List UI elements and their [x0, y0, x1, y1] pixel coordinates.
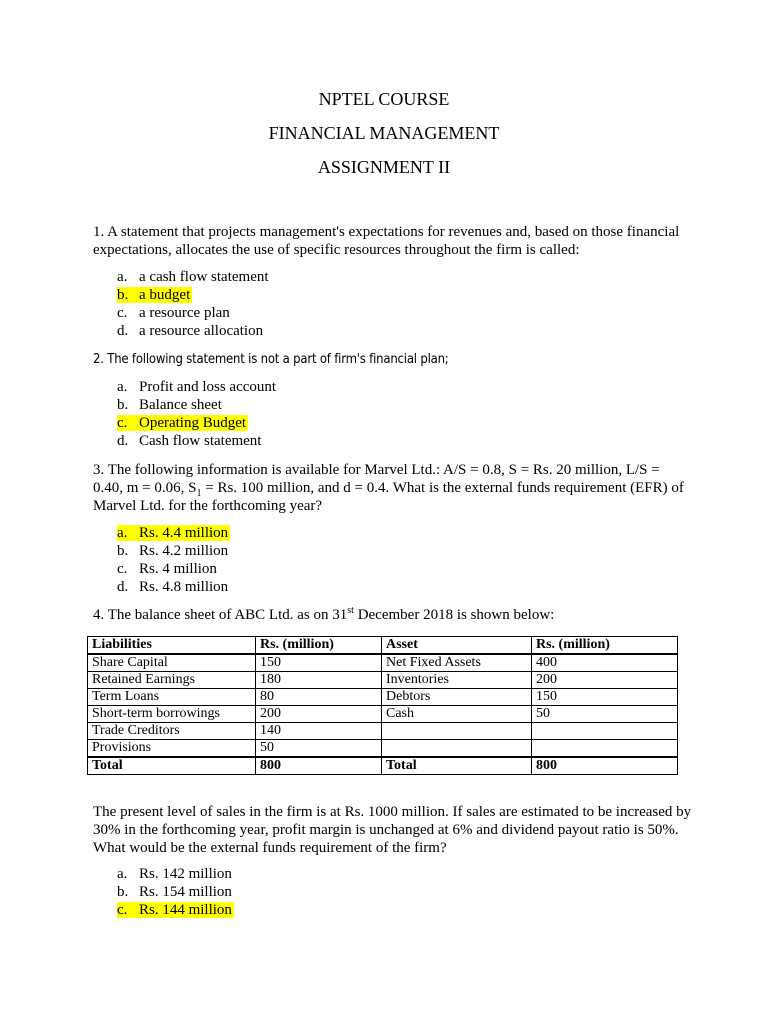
balance-sheet-table: [87, 636, 678, 775]
table-row: [88, 654, 678, 672]
table-cell: [532, 740, 678, 758]
table-cell: 140: [256, 723, 382, 740]
table-cell: 180: [256, 672, 382, 689]
table-row: [88, 706, 678, 723]
table-cell: Net Fixed Assets: [382, 654, 532, 672]
total-cell: 800: [256, 757, 382, 775]
header-cell: Rs. (million): [532, 637, 678, 655]
header-cell: Asset: [382, 637, 532, 655]
option-a[interactable]: a. Profit and loss account: [117, 379, 277, 395]
question-1-text: 1. A statement that projects management's expectations for revenues and, based on those financial expectations, allocates the use of specific resources throughout the firm is called:: [93, 224, 680, 258]
option-c[interactable]: c. Rs. 4 million: [117, 561, 217, 577]
table-cell: Share Capital: [88, 654, 256, 672]
table-cell: 50: [532, 706, 678, 723]
question-3-options: [117, 524, 230, 596]
table-cell: 200: [256, 706, 382, 723]
question-4-text: The present level of sales in the firm is at Rs. 1000 million. If sales are estimated to be increased by 30% in the forthcoming year, profit margin is unchanged at 6% and dividend payout ratio is 50%. What would be the external funds requirement of the firm?: [93, 804, 692, 856]
question-2-text: 2. The following statement is not a part of firm's financial plan;: [93, 352, 449, 367]
table-cell: Term Loans: [88, 689, 256, 706]
option-d[interactable]: d. a resource allocation: [117, 323, 264, 339]
table-row: [88, 740, 678, 758]
table-cell: Short-term borrowings: [88, 706, 256, 723]
option-a-answer[interactable]: a. Rs. 4.4 million: [117, 525, 229, 541]
table-cell: [382, 740, 532, 758]
total-cell: 800: [532, 757, 678, 775]
table-cell: Provisions: [88, 740, 256, 758]
table-cell: 150: [532, 689, 678, 706]
table-cell: Retained Earnings: [88, 672, 256, 689]
option-b[interactable]: b. Balance sheet: [117, 397, 222, 413]
option-c-answer[interactable]: c. Operating Budget: [117, 415, 247, 431]
table-row: [88, 689, 678, 706]
option-c-answer[interactable]: c. Rs. 144 million: [117, 902, 232, 918]
table-total-row: [88, 757, 678, 775]
option-a[interactable]: a. a cash flow statement: [117, 269, 269, 285]
table-cell: 50: [256, 740, 382, 758]
table-cell: 400: [532, 654, 678, 672]
table-row: [88, 672, 678, 689]
table-header-row: [88, 637, 678, 655]
table-cell: Trade Creditors: [88, 723, 256, 740]
option-b[interactable]: b. Rs. 4.2 million: [117, 543, 229, 559]
table-cell: Debtors: [382, 689, 532, 706]
table-cell: [532, 723, 678, 740]
option-d[interactable]: d. Rs. 4.8 million: [117, 579, 229, 595]
option-c[interactable]: c. a resource plan: [117, 305, 230, 321]
table-cell: 200: [532, 672, 678, 689]
course-title: NPTEL COURSE: [318, 89, 450, 109]
table-cell: 80: [256, 689, 382, 706]
option-d[interactable]: d. Cash flow statement: [117, 433, 262, 449]
question-1-options: [117, 268, 269, 340]
header-cell: Liabilities: [88, 637, 256, 655]
option-b-answer[interactable]: b. a budget: [117, 287, 191, 303]
total-cell: Total: [382, 757, 532, 775]
question-3-text: 3. The following information is available for Marvel Ltd.: A/S = 0.8, S = Rs. 20 million, L/S = 0.40, m = 0.06, $S_1 = Rs$. 100 million, and d = 0.4. What is the external funds requirement (EFR) of Marvel Ltd. for the forthcoming year?: [93, 462, 684, 514]
table-cell: Cash: [382, 706, 532, 723]
total-cell: Total: [88, 757, 256, 775]
table-cell: 150: [256, 654, 382, 672]
table-cell: [382, 723, 532, 740]
header-cell: Rs. (million): [256, 637, 382, 655]
question-4-options: [117, 865, 234, 919]
table-row: [88, 723, 678, 740]
assignment-title: ASSIGNMENT II: [317, 157, 451, 177]
table-cell: Inventories: [382, 672, 532, 689]
question-4-intro: 4. The balance sheet of ABC Ltd. as on 31st December 2018 is shown below:: [93, 605, 555, 623]
subject-title: FINANCIAL MANAGEMENT: [268, 123, 500, 143]
question-2-options: [117, 378, 276, 450]
option-b[interactable]: b. Rs. 154 million: [117, 884, 232, 900]
option-a[interactable]: a. Rs. 142 million: [117, 866, 232, 882]
